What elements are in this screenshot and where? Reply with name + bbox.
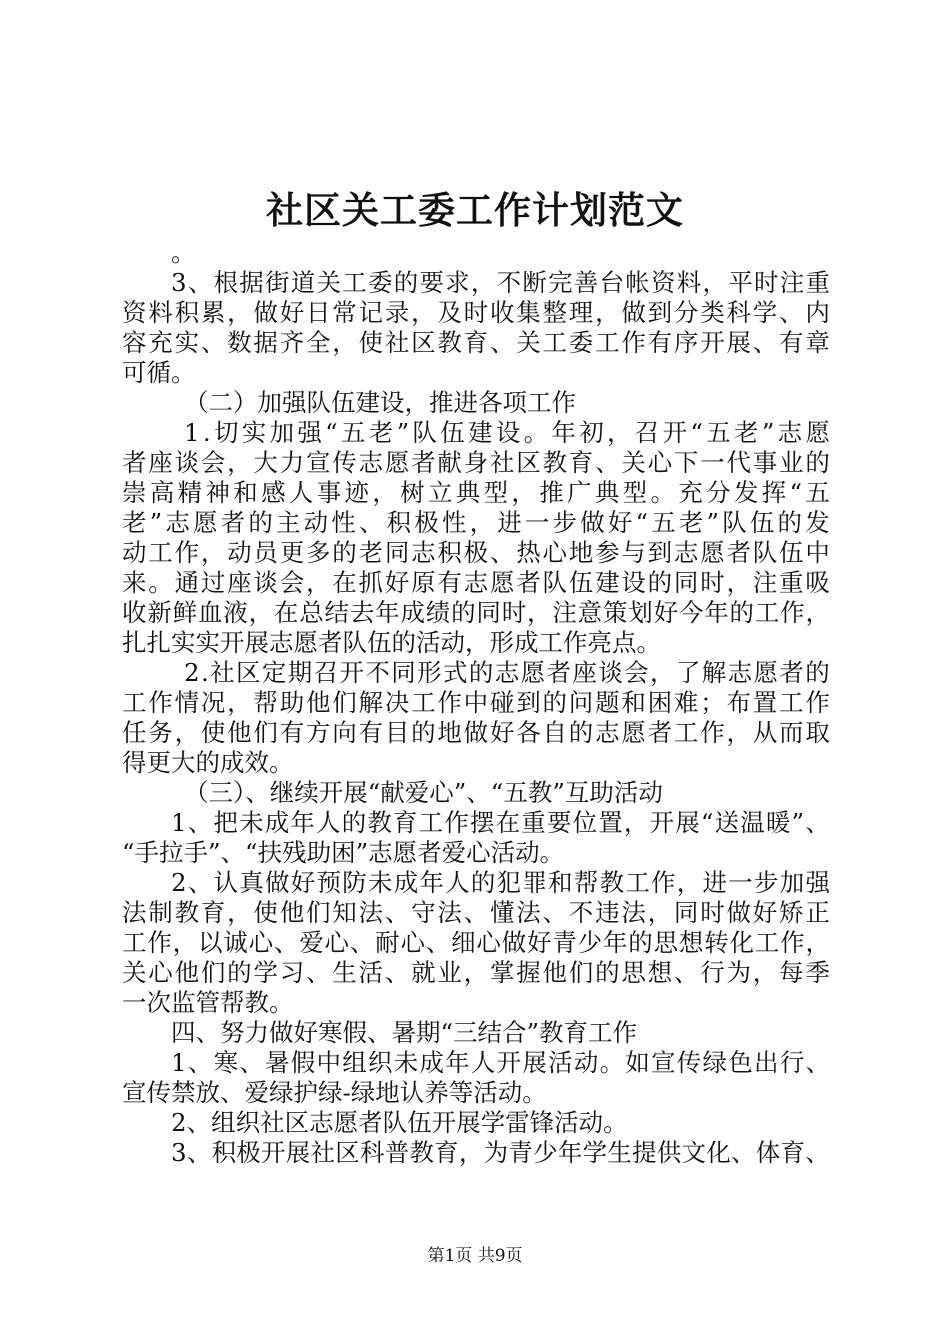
text-line: （三）、继续开展“献爱心”、“五教”互助活动: [184, 778, 663, 807]
text-line: 2、组织社区志愿者队伍开展学雷锋活动。: [171, 1108, 628, 1137]
text-line: 宣传禁放、爱绿护绿-绿地认养等活动。: [122, 1078, 547, 1107]
page-title: 社区关工委工作计划范文: [266, 188, 684, 232]
text-line: 关 心 他 们 的 学 习 、 生 活 、 就 业 ， 掌 握 他 们 的 思 想 、 行 为 ， 每 季: [122, 958, 830, 987]
text-line: 扎扎实实开展志愿者队伍的活动，形成工作亮点。: [122, 628, 661, 657]
document-body: [122, 238, 830, 1168]
text-line: （二）加强队伍建设，推进各项工作: [184, 388, 576, 417]
page-footer: 第1页 共9页: [427, 1246, 523, 1266]
text-line: 收 新 鲜 血 液 ， 在 总 结 去 年 成 绩 的 同 时 ， 注 意 策 划 好 今 年 的 工 作 ，: [122, 598, 830, 627]
text-line: 3 、 根 据 街 道 关 工 委 的 要 求 ， 不 断 完 善 台 帐 资 料 ， 平 时 注 重: [171, 268, 830, 297]
text-line: “手拉手”、“扶残助困”志愿者爱心活动。: [122, 838, 565, 867]
text-line: 工 作 ， 以 诚 心 、 爱 心 、 耐 心 、 细 心 做 好 青 少 年 的 思 想 转 化 工 作 ，: [122, 928, 830, 957]
text-line: 四、努力做好寒假、暑期“三结合”教育工作: [171, 1018, 638, 1047]
text-line: 1 、 把 未 成 年 人 的 教 育 工 作 摆 在 重 要 位 置 ， 开 展 “ 送 温 暖 ” 、: [171, 808, 830, 837]
text-line: 来 。 通 过 座 谈 会 ， 在 抓 好 原 有 志 愿 者 队 伍 建 设 的 同 时 ， 注 重 吸: [122, 568, 830, 597]
text-line: 容 充 实 、 数 据 齐 全 ， 使 社 区 教 育 、 关 工 委 工 作 有 序 开 展 、 有 章: [122, 328, 830, 357]
text-line: 动 工 作 ， 动 员 更 多 的 老 同 志 积 极 、 热 心 地 参 与 到 志 愿 者 队 伍 中: [122, 538, 830, 567]
text-line: 1 、 寒 、 暑 假 中 组 织 未 成 年 人 开 展 活 动 。 如 宣 传 绿 色 出 行 、: [171, 1048, 830, 1077]
text-line: 法 制 教 育 ， 使 他 们 知 法 、 守 法 、 懂 法 、 不 违 法 ， 同 时 做 好 矫 正: [122, 898, 830, 927]
text-line: 3 、 积 极 开 展 社 区 科 普 教 育 ， 为 青 少 年 学 生 提 供 文 化 、 体 育 、: [171, 1138, 830, 1167]
text-line: 1 . 切 实 加 强 “ 五 老 ” 队 伍 建 设 。 年 初 ， 召 开 “ 五 老 ” 志 愿: [184, 418, 830, 447]
text-line: 2 、 认 真 做 好 预 防 未 成 年 人 的 犯 罪 和 帮 教 工 作 ， 进 一 步 加 强: [171, 868, 830, 897]
text-line: 工 作 情 况 ， 帮 助 他 们 解 决 工 作 中 碰 到 的 问 题 和 困 难 ； 布 置 工 作: [122, 688, 830, 717]
text-line: 可循。: [122, 358, 196, 387]
text-line: 得更大的成效。: [122, 748, 294, 777]
text-line: 一次监管帮教。: [122, 988, 294, 1017]
text-line: 2 . 社 区 定 期 召 开 不 同 形 式 的 志 愿 者 座 谈 会 ， 了 解 志 愿 者 的: [184, 658, 830, 687]
text-line: 。: [171, 238, 196, 267]
text-line: 崇 高 精 神 和 感 人 事 迹 ， 树 立 典 型 ， 推 广 典 型 。 充 分 发 挥 “ 五: [122, 478, 830, 507]
text-line: 老 ” 志 愿 者 的 主 动 性 、 积 极 性 ， 进 一 步 做 好 “ 五 老 ” 队 伍 的 发: [122, 508, 830, 537]
text-line: 任 务 ， 使 他 们 有 方 向 有 目 的 地 做 好 各 自 的 志 愿 者 工 作 ， 从 而 取: [122, 718, 830, 747]
text-line: 资 料 积 累 ， 做 好 日 常 记 录 ， 及 时 收 集 整 理 ， 做 到 分 类 科 学 、 内: [122, 298, 830, 327]
text-line: 者 座 谈 会 ， 大 力 宣 传 志 愿 者 献 身 社 区 教 育 、 关 心 下 一 代 事 业 的: [122, 448, 830, 477]
